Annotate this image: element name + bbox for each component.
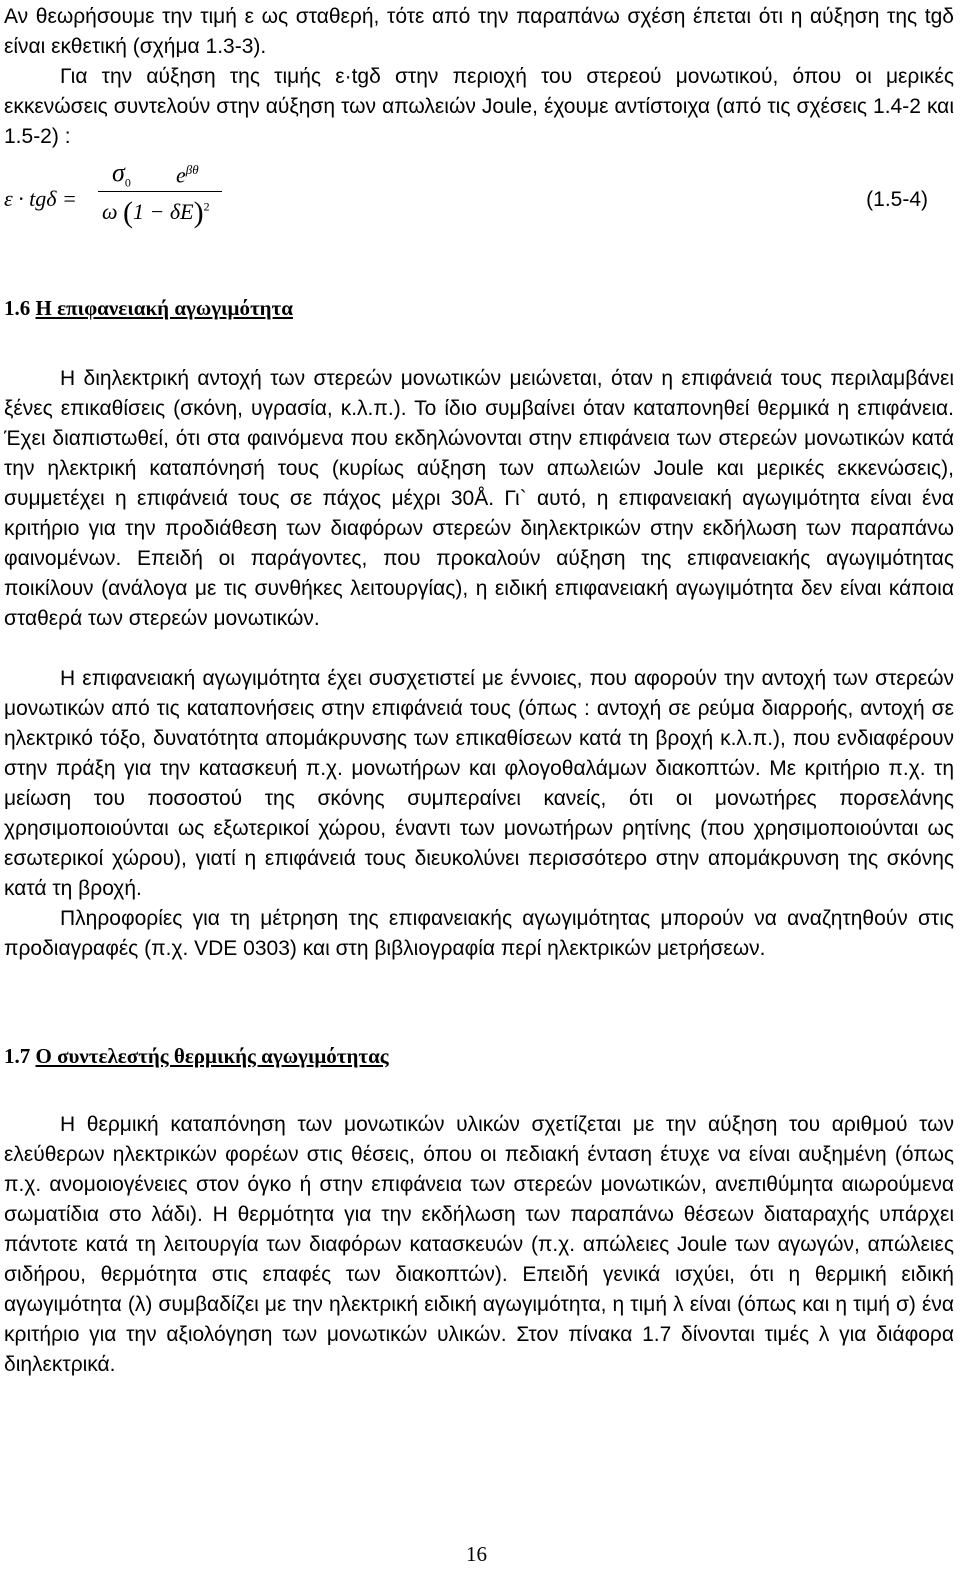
intro-paragraph-1: Αν θεωρήσουμε την τιμή ε ως σταθερή, τότε από την παραπάνω σχέση έπεται ότι η αύξηση της tgδ είναι εκθετική (σχήμα 1.3-3). (4, 5, 954, 58)
equation-1-5-4 (4, 158, 954, 248)
sigma-subscript: 0 (124, 175, 131, 190)
sigma-symbol: σ (112, 158, 125, 187)
denominator-inner: 1 − δE (133, 199, 194, 224)
fraction-bar (98, 191, 222, 192)
section-number: 1.7 (4, 1044, 31, 1068)
section-heading-1-6 (4, 296, 293, 321)
section-1-6-paragraph-2: Η επιφανειακή αγωγιμότητα έχει συσχετιστεί με έννοιες, που αφορούν την αντοχή των στερεών μονωτικών από τις καταπονήσεις στην επιφάνειά τους (όπως : αντοχή σε ρεύμα διαρροής, αντοχή σε ηλεκτρικό τόξο, δυνατότητα απομάκρυνσης των επικαθίσεων κατά τη βροχή κ.λ.π.), που ενδιαφέρουν στην πράξη για την κατασκευή π.χ. μονωτήρων και φλογοθαλάμων διακοπτών. Με κριτήριο π.χ. τη μείωση του ποσοστού της σκόνης συμπεραίνει κανείς, ότι οι μονωτήρες πορσελάνης χρησιμοποιούνται ως εξωτερικοί χώρου, έναντι των μονωτήρων ρητίνης (που χρησιμοποιούνται ως εσωτερικοί χώρου), γιατί η επιφάνειά τους διευκολύνει περισσότερο στην απομάκρυνση της σκόνης κατά τη βροχή. (4, 667, 954, 900)
equation-denominator (102, 196, 210, 230)
section-title: Ο συντελεστής θερμικής αγωγιμότητας (35, 1044, 389, 1068)
paren-open: ( (123, 196, 134, 229)
section-1-6-paragraph-1: Η διηλεκτρική αντοχή των στερεών μονωτικών μειώνεται, όταν η επιφάνειά τους περιλαμβάνει ξένες επικαθίσεις (σκόνη, υγρασία, κ.λ.π.). Το ίδιο συμβαίνει όταν καταπονηθεί θερμικά η επιφάνεια. Έχει διαπιστωθεί, ότι στα φαινόμενα που εκδηλώνονται στην επιφάνεια των στερεών μονωτικών κατά την ηλεκτρική καταπόνησή τους (κυρίως αύξηση των απωλειών Joule και μερικές εκκενώσεις), συμμετέχει η επιφάνειά τους σε πάχος μέχρι 30Å. Γι` αυτό, η επιφανειακή αγωγιμότητα είναι ένα κριτήριο για την προδιάθεση των διαφόρων στερεών διηλεκτρικών στην εκδήλωση των παραπάνω φαινομένων. Επειδή οι παράγοντες, που προκαλούν αύξηση της επιφανειακής αγωγιμότητας ποικίλουν (ανάλογα με τις συνθήκες λειτουργίας), η ειδική επιφανειακή αγωγιμότητα δεν είναι κάποια σταθερά των στερεών μονωτικών. (4, 367, 954, 630)
section-1-7-paragraph-1: Η θερμική καταπόνηση των μονωτικών υλικών σχετίζεται με την αύξηση του αριθμού των ελεύθερων ηλεκτρικών φορέων στις θέσεις, όπου οι πεδιακή ένταση έτυχε να είναι αυξημένη (όπως π.χ. ανομοιογένειες στον όγκο ή στην επιφάνεια των στερεών μονωτικών, ανεπιθύμητα αιωρούμενα σωματίδια στο λάδι). Η θερμότητα για την εκδήλωση των παραπάνω θέσεων διαταραχής υπάρχει πάντοτε κατά τη λειτουργία των διαφόρων κατασκευών (π.χ. απώλειες Joule των αγωγών, απώλειες σιδήρου, θερμότητα στις επαφές των διακοπτών). Επειδή γενικά ισχύει, ότι η θερμική ειδική αγωγιμότητα (λ) συμβαδίζει με την ηλεκτρική ειδική αγωγιμότητα, η τιμή λ είναι (όπως και η τιμή σ) ένα κριτήριο για την αξιολόγηση των μονωτικών υλικών. Στον πίνακα 1.7 δίνονται τιμές λ για διάφορα διηλεκτρικά. (4, 1113, 954, 1376)
section-heading-1-7 (4, 1044, 389, 1069)
exponential-term (176, 162, 199, 188)
e-symbol: e (176, 162, 186, 188)
intro-paragraph-2: Για την αύξηση της τιμής ε·tgδ στην περιοχή του στερεού μονωτικού, όπου οι μερικές εκκενώσεις συντελούν στην αύξηση των απωλειών Joule, έχουμε αντίστοιχα (από τις σχέσεις 1.4-2 και 1.5-2) : (4, 65, 954, 148)
page-number: 16 (466, 1542, 487, 1566)
equation-lhs: ε · tgδ = (4, 186, 77, 211)
section-number: 1.6 (4, 296, 31, 320)
denominator-exponent: 2 (203, 199, 210, 214)
section-1-6-paragraph-3: Πληροφορίες για τη μέτρηση της επιφανειακής αγωγιμότητας μπορούν να αναζητηθούν στις προδιαγραφές (π.χ. VDE 0303) και στη βιβλιογραφία περί ηλεκτρικών μετρήσεων. (4, 907, 954, 960)
omega-symbol: ω (102, 199, 118, 224)
equation-number: (1.5-4) (866, 188, 928, 211)
paren-close: ) (193, 196, 204, 229)
equation-fraction (98, 158, 228, 238)
section-title: Η επιφανειακή αγωγιμότητα (35, 296, 293, 320)
exponent: βθ (185, 162, 199, 177)
